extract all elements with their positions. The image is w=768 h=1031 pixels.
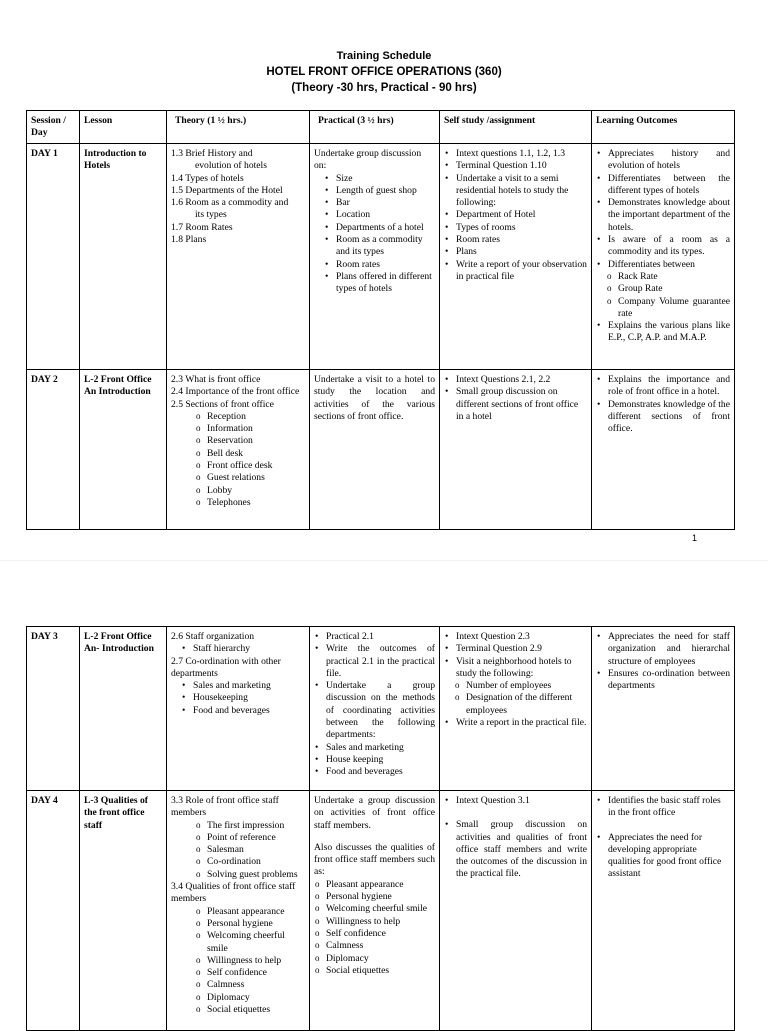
list-item: • Appreciates history and evolution of hotels [596,148,730,173]
outcomes-cell [592,144,735,370]
theory-line: 3.3 Role of front office staff members [171,795,279,819]
table-row-day1 [27,144,735,370]
page-2 [0,560,768,1025]
col-header-selfstudy: Self study /assignment [440,111,592,144]
list-item: o Co-ordination [195,856,305,868]
lesson-cell: L-2 Front Office An Introduction [80,370,167,530]
title-line-1: Training Schedule [336,50,432,62]
list-item: • Food and beverages [181,705,305,717]
outcomes-list-tail [596,320,730,345]
list-item: o Social etiquettes [195,1004,305,1016]
outcomes-cell [592,370,735,530]
list-item: o Calmness [314,940,435,952]
list-item: • Departments of a hotel [324,222,435,234]
theory-list [171,680,305,717]
outcomes-list [596,631,730,692]
selfstudy-cell [440,791,592,1031]
col-header-theory: Theory (1 ½ hrs.) [167,111,310,144]
list-item: o Willingness to help [314,916,435,928]
practical-list [314,631,435,779]
practical-text: Also discusses the qualities of front office staff members such as: [314,841,435,878]
theory-list [171,906,305,1017]
outcomes-list [596,374,730,435]
list-item: o Front office desk [195,460,305,472]
list-item: • Housekeeping [181,692,305,704]
document-title [0,48,768,96]
list-item: o The first impression [195,820,305,832]
selfstudy-list [444,795,587,881]
table-row-day2 [27,370,735,530]
practical-cell [310,144,440,370]
day-cell: DAY 4 [27,791,80,1031]
list-item: o Reception [195,411,305,423]
list-item: • Explains the importance and role of front office in a hotel. [596,374,730,399]
practical-cell [310,791,440,1031]
list-item: • Ensures co-ordination between departments [596,668,730,693]
theory-line: 1.6 Room as a commodity and [171,197,289,209]
list-item: • Write a report in the practical file. [444,717,587,729]
theory-line: 2.6 Staff organization [171,631,255,642]
theory-list [171,643,305,655]
outcomes-list [596,148,730,271]
table-row-day4 [27,791,735,1031]
list-item: • Sales and marketing [314,742,435,754]
list-item: o Calmness [195,979,305,991]
list-item: • Food and beverages [314,766,435,778]
schedule-table-1 [26,110,735,530]
list-item: • House keeping [314,754,435,766]
list-item: o Self confidence [314,928,435,940]
list-item: o Personal hygiene [314,891,435,903]
col-header-practical: Practical (3 ½ hrs) [310,111,440,144]
list-item: • Terminal Question 1.10 [444,160,587,172]
table-header-row [27,111,735,144]
list-item: • Plans offered in different types of hotels [324,271,435,296]
list-item: o Diplomacy [195,992,305,1004]
selfstudy-cell [440,627,592,791]
list-item: o Willingness to help [195,955,305,967]
list-item: o Pleasant appearance [314,879,435,891]
theory-cell [167,370,310,530]
list-item: o Diplomacy [314,953,435,965]
list-item: o Rack Rate [606,271,730,283]
list-item: o Reservation [195,435,305,447]
table-row-day3 [27,627,735,791]
selfstudy-cell [440,370,592,530]
list-item: • Intext Questions 2.1, 2.2 [444,374,587,386]
theory-line: 1.8 Plans [171,234,207,246]
list-item: o Lobby [195,485,305,497]
lesson-cell: L-2 Front Office An- Introduction [80,627,167,791]
outcomes-cell [592,627,735,791]
day-cell: DAY 3 [27,627,80,791]
theory-cell [167,627,310,791]
col-header-session: Session / Day [27,111,80,144]
spacer [314,832,435,842]
rate-list [596,271,730,320]
list-item: o Designation of the different employees [454,692,587,717]
theory-line: 3.4 Qualities of front office staff members [171,881,296,905]
list-item: • Plans [444,246,587,258]
selfstudy-list [444,374,587,423]
list-item: o Solving guest problems [195,869,305,881]
practical-cell [310,627,440,791]
sections-list [171,411,305,509]
theory-line: 1.4 Types of hotels [171,172,244,184]
selfstudy-list [444,148,587,283]
outcomes-list [596,795,730,881]
list-item: o Self confidence [195,967,305,979]
list-item: • Differentiates between the different types of hotels [596,173,730,198]
lesson-cell: L-3 Qualities of the front office staff [80,791,167,1031]
theory-cell [167,144,310,370]
list-item: • Undertake a group discussion on the methods of coordinating activities between the following departments: [314,680,435,741]
list-item: • Undertake a visit to a semi residential hotels to study the following: [444,173,587,210]
selfstudy-list [444,631,587,680]
list-item: • Sales and marketing [181,680,305,692]
list-item: o Personal hygiene [195,918,305,930]
list-item: o Guest relations [195,472,305,484]
list-item: o Welcoming cheerful smile [314,903,435,915]
selfstudy-sublist [444,680,587,717]
theory-line: its types [195,209,227,221]
list-item: • Differentiates between [596,259,730,271]
list-item: o Telephones [195,497,305,509]
list-item: • Practical 2.1 [314,631,435,643]
list-item: • Small group discussion on activities and qualities of front office staff members and write the outcomes of the discussion in the practical file. [444,819,587,880]
col-header-lesson: Lesson [80,111,167,144]
list-item: • Write the outcomes of practical 2.1 in the practical file. [314,643,435,680]
list-item: • Length of guest shop [324,185,435,197]
day-cell: DAY 2 [27,370,80,530]
theory-line: 2.5 Sections of front office [171,398,274,410]
list-item: • Department of Hotel [444,209,587,221]
theory-line: 2.7 Co-ordination with other departments [171,655,281,679]
list-item: • Size [324,173,435,185]
list-item: • Explains the various plans like E.P., C.P, A.P. and M.A.P. [596,320,730,345]
list-item: o Company Volume guarantee rate [606,296,730,321]
list-item: • Visit a neighborhood hotels to study the following: [444,656,587,681]
list-item: o Number of employees [454,680,587,692]
list-item: o Point of reference [195,832,305,844]
list-item: • Appreciates the need for developing appropriate qualities for good front office assistant [596,832,730,881]
list-item: o Information [195,423,305,435]
practical-list [314,173,435,296]
title-line-3: (Theory -30 hrs, Practical - 90 hrs) [291,82,477,94]
day-cell: DAY 1 [27,144,80,370]
list-item: • Location [324,209,435,221]
list-item: o Welcoming cheerful smile [195,930,305,955]
practical-list [314,879,435,977]
schedule-table-2 [26,626,735,1031]
theory-line: 1.7 Room Rates [171,221,233,233]
list-item: • Is aware of a room as a commodity and its types. [596,234,730,259]
list-item: • Room as a commodity and its types [324,234,435,259]
list-item: o Social etiquettes [314,965,435,977]
theory-line: 1.3 Brief History and [171,148,253,159]
col-header-outcomes: Learning Outcomes [592,111,735,144]
outcomes-cell [592,791,735,1031]
list-item: • Terminal Question 2.9 [444,643,587,655]
list-item: • Demonstrates knowledge of the different sections of front office. [596,399,730,436]
list-item: • Intext Question 3.1 [444,795,587,807]
list-item: o Pleasant appearance [195,906,305,918]
lesson-cell: Introduction to Hotels [80,144,167,370]
list-item: • Appreciates the need for staff organization and hierarchal structure of employees [596,631,730,668]
list-item: • Room rates [324,259,435,271]
theory-line: 1.5 Departments of the Hotel [171,184,283,196]
list-item: • Identifies the basic staff roles in the front office [596,795,730,820]
list-item: • Types of rooms [444,222,587,234]
selfstudy-list-tail [444,717,587,729]
list-item: o Salesman [195,844,305,856]
list-item: • Small group discussion on different sections of front office in a hotel [444,386,587,423]
practical-text: Undertake a group discussion on activities of front office staff members. [314,795,435,831]
list-item: • Demonstrates knowledge about the important department of the hotels. [596,197,730,234]
theory-cell [167,791,310,1031]
theory-list [171,820,305,881]
practical-intro: Undertake group discussion on: [314,148,422,172]
theory-line: 2.4 Importance of the front office [171,386,300,398]
list-item: • Intext Question 2.3 [444,631,587,643]
list-item: o Group Rate [606,283,730,295]
practical-cell: Undertake a visit to a hotel to study the location and activities of the various sections of front office. [310,370,440,530]
theory-line: evolution of hotels [195,160,267,172]
list-item: • Write a report of your observation in practical file [444,259,587,284]
theory-line: 2.3 What is front office [171,374,261,385]
list-item: o Bell desk [195,448,305,460]
title-line-2: HOTEL FRONT OFFICE OPERATIONS (360) [266,66,502,78]
list-item: • Bar [324,197,435,209]
selfstudy-cell [440,144,592,370]
list-item: • Intext questions 1.1, 1.2, 1.3 [444,148,587,160]
list-item: • Room rates [444,234,587,246]
list-item: • Staff hierarchy [181,643,305,655]
page-number: 1 [692,533,698,543]
